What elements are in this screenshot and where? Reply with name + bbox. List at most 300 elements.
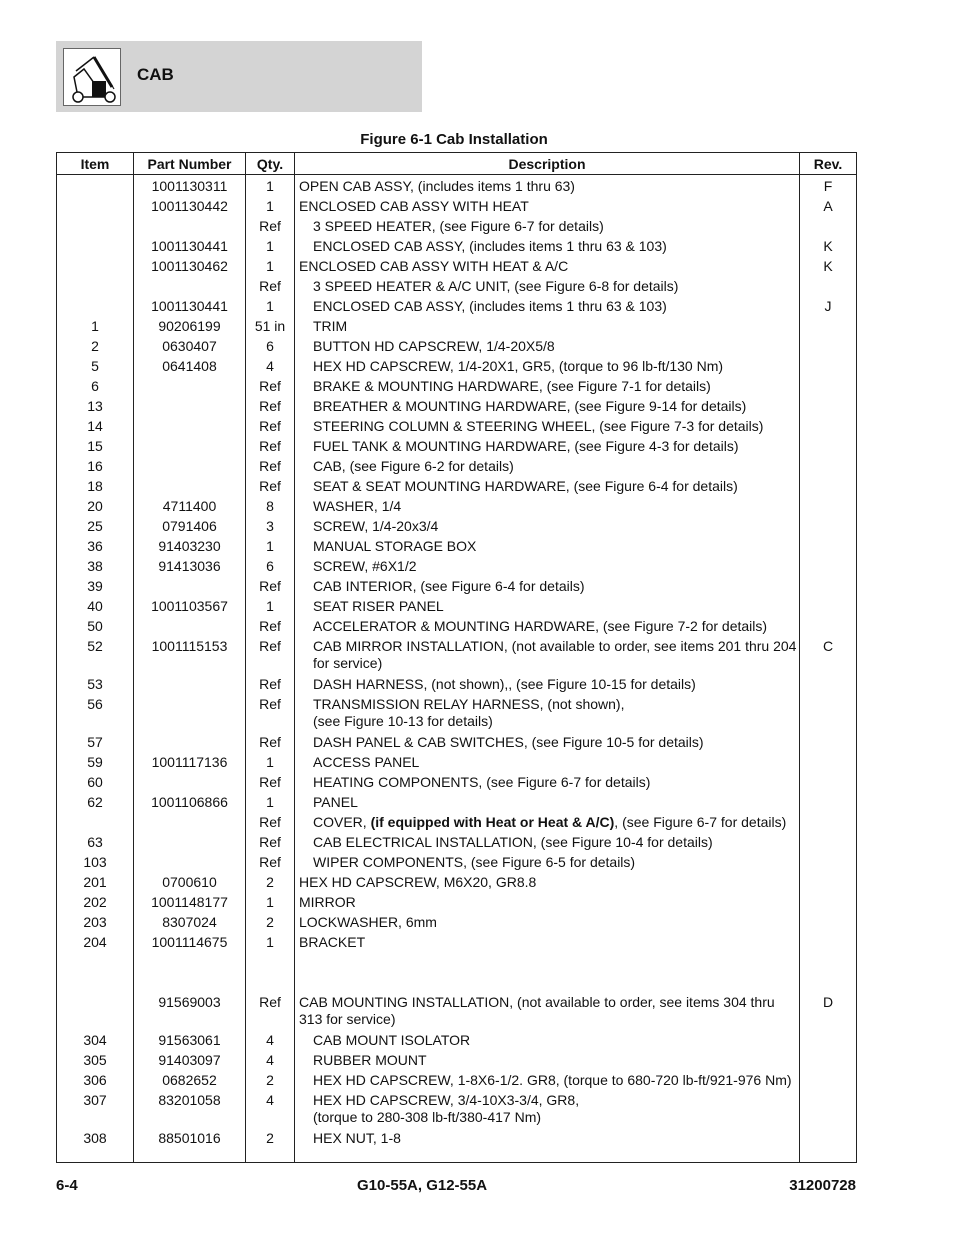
- qty-cell: 1: [246, 794, 295, 814]
- table-row: [57, 318, 857, 338]
- description-cell: [295, 994, 800, 1032]
- part-number-cell: [134, 278, 246, 298]
- part-number-cell: 4711400: [134, 498, 246, 518]
- spacer-cell: [295, 954, 800, 994]
- description-cell: [295, 598, 800, 618]
- table-row: [57, 914, 857, 934]
- rev-cell: [800, 676, 857, 696]
- qty-cell: Ref: [246, 676, 295, 696]
- description-text: WIPER COMPONENTS, (see Figure 6-5 for details): [313, 854, 636, 870]
- table-row: [57, 558, 857, 578]
- description-cell: [295, 578, 800, 598]
- spacer-cell: [800, 954, 857, 994]
- description-cell: [295, 418, 800, 438]
- model-name: G10-55A, G12-55A: [357, 1177, 488, 1194]
- rev-cell: [800, 338, 857, 358]
- description-text: 3 SPEED HEATER, (see Figure 6-7 for details): [313, 218, 604, 234]
- part-number-cell: [134, 398, 246, 418]
- description-text: 3 SPEED HEATER & A/C UNIT, (see Figure 6-8 for details): [313, 278, 679, 294]
- description-text: TRANSMISSION RELAY HARNESS, (not shown),: [313, 696, 625, 712]
- description-cell: [295, 175, 800, 199]
- description-text-after: , (see Figure 6-7 for details): [614, 814, 787, 830]
- table-row: [57, 598, 857, 618]
- description-text: FUEL TANK & MOUNTING HARDWARE, (see Figure 4-3 for details): [313, 438, 739, 454]
- table-row: [57, 218, 857, 238]
- section-header: [56, 41, 422, 112]
- description-cell: [295, 774, 800, 794]
- table-row: [57, 754, 857, 774]
- description-text: CAB, (see Figure 6-2 for details): [313, 458, 514, 474]
- part-number-cell: [134, 218, 246, 238]
- qty-cell: 2: [246, 874, 295, 894]
- part-number-cell: [134, 834, 246, 854]
- description-cell: [295, 934, 800, 954]
- rev-cell: [800, 458, 857, 478]
- table-row: [57, 278, 857, 298]
- description-text-line2: (see Figure 10-13 for details): [313, 713, 493, 729]
- item-cell: 2: [57, 338, 134, 358]
- qty-cell: 4: [246, 1092, 295, 1130]
- part-number-cell: 1001114675: [134, 934, 246, 954]
- item-cell: [57, 814, 134, 834]
- description-text: CAB ELECTRICAL INSTALLATION, (see Figure 10-4 for details): [313, 834, 713, 850]
- cab-equipment-icon: [63, 48, 121, 106]
- table-row: [57, 1130, 857, 1163]
- col-header-description: Description: [295, 153, 800, 175]
- figure-title: Figure 6-1 Cab Installation: [360, 131, 548, 148]
- rev-cell: [800, 438, 857, 458]
- rev-cell: [800, 318, 857, 338]
- qty-cell: 2: [246, 1072, 295, 1092]
- table-row: [57, 175, 857, 199]
- description-cell: [295, 478, 800, 498]
- description-text: CAB INTERIOR, (see Figure 6-4 for details): [313, 578, 585, 594]
- description-text: DASH HARNESS, (not shown),, (see Figure 10-15 for details): [313, 676, 696, 692]
- table-row: [57, 794, 857, 814]
- part-number-cell: [134, 774, 246, 794]
- description-text: BRACKET: [299, 934, 366, 950]
- table-row: [57, 198, 857, 218]
- table-row: [57, 518, 857, 538]
- table-row: [57, 934, 857, 954]
- item-cell: 39: [57, 578, 134, 598]
- qty-cell: 6: [246, 338, 295, 358]
- description-text: ENCLOSED CAB ASSY, (includes items 1 thru 63 & 103): [313, 238, 667, 254]
- table-row: [57, 298, 857, 318]
- rev-cell: D: [800, 994, 857, 1032]
- part-number-cell: [134, 438, 246, 458]
- qty-cell: 4: [246, 1052, 295, 1072]
- qty-cell: 4: [246, 358, 295, 378]
- description-text: BRAKE & MOUNTING HARDWARE, (see Figure 7-1 for details): [313, 378, 711, 394]
- rev-cell: [800, 1032, 857, 1052]
- rev-cell: F: [800, 175, 857, 199]
- rev-cell: [800, 696, 857, 734]
- part-number-cell: 1001115153: [134, 638, 246, 676]
- description-cell: [295, 814, 800, 834]
- rev-cell: [800, 518, 857, 538]
- rev-cell: [800, 774, 857, 794]
- table-row: [57, 774, 857, 794]
- item-cell: 201: [57, 874, 134, 894]
- table-row: [57, 398, 857, 418]
- rev-cell: [800, 814, 857, 834]
- spacer-cell: [246, 954, 295, 994]
- description-text: ACCESS PANEL: [313, 754, 420, 770]
- rev-cell: [800, 378, 857, 398]
- part-number-cell: 1001130442: [134, 198, 246, 218]
- description-cell: [295, 218, 800, 238]
- table-row: [57, 994, 857, 1032]
- description-text: CAB MOUNT ISOLATOR: [313, 1032, 471, 1048]
- part-number-cell: 91569003: [134, 994, 246, 1032]
- description-text: ENCLOSED CAB ASSY WITH HEAT & A/C: [299, 258, 569, 274]
- table-row: [57, 458, 857, 478]
- table-row: [57, 498, 857, 518]
- qty-cell: Ref: [246, 438, 295, 458]
- qty-cell: Ref: [246, 834, 295, 854]
- part-number-cell: 91413036: [134, 558, 246, 578]
- description-cell: [295, 794, 800, 814]
- item-cell: 36: [57, 538, 134, 558]
- description-text: SEAT & SEAT MOUNTING HARDWARE, (see Figure 6-4 for details): [313, 478, 738, 494]
- part-number-cell: 8307024: [134, 914, 246, 934]
- description-cell: [295, 1092, 800, 1130]
- description-text: ENCLOSED CAB ASSY, (includes items 1 thru 63 & 103): [313, 298, 667, 314]
- item-cell: 305: [57, 1052, 134, 1072]
- item-cell: [57, 994, 134, 1032]
- parts-table-body: [57, 175, 857, 1163]
- part-number-cell: 1001130441: [134, 298, 246, 318]
- rev-cell: [800, 1052, 857, 1072]
- item-cell: 38: [57, 558, 134, 578]
- qty-cell: Ref: [246, 278, 295, 298]
- rev-cell: [800, 934, 857, 954]
- table-header-row: [57, 153, 857, 175]
- description-text: COVER,: [313, 814, 371, 830]
- qty-cell: 1: [246, 598, 295, 618]
- rev-cell: [800, 398, 857, 418]
- description-cell: [295, 338, 800, 358]
- qty-cell: Ref: [246, 618, 295, 638]
- part-number-cell: [134, 378, 246, 398]
- description-text: HEX NUT, 1-8: [313, 1130, 401, 1146]
- description-cell: [295, 378, 800, 398]
- rev-cell: [800, 618, 857, 638]
- description-text: WASHER, 1/4: [313, 498, 402, 514]
- qty-cell: 2: [246, 1130, 295, 1163]
- table-row: [57, 238, 857, 258]
- description-text: CAB MOUNTING INSTALLATION, (not available to order, see items 304 thru 313 for service): [299, 994, 775, 1027]
- description-cell: [295, 318, 800, 338]
- rev-cell: [800, 498, 857, 518]
- part-number-cell: 1001148177: [134, 894, 246, 914]
- description-cell: [295, 438, 800, 458]
- description-cell: [295, 518, 800, 538]
- qty-cell: 1: [246, 175, 295, 199]
- rev-cell: [800, 218, 857, 238]
- rev-cell: C: [800, 638, 857, 676]
- qty-cell: 1: [246, 754, 295, 774]
- description-text-line2: (torque to 280-308 lb-ft/380-417 Nm): [313, 1109, 542, 1125]
- rev-cell: [800, 834, 857, 854]
- col-header-item: Item: [57, 153, 134, 175]
- part-number-cell: [134, 676, 246, 696]
- page-number: 6-4: [56, 1177, 78, 1194]
- table-row: [57, 814, 857, 834]
- table-row: [57, 338, 857, 358]
- qty-cell: 8: [246, 498, 295, 518]
- item-cell: 63: [57, 834, 134, 854]
- table-row: [57, 1092, 857, 1130]
- part-number-cell: 83201058: [134, 1092, 246, 1130]
- table-row: [57, 358, 857, 378]
- description-text: ENCLOSED CAB ASSY WITH HEAT: [299, 198, 529, 214]
- description-text: BREATHER & MOUNTING HARDWARE, (see Figure 9-14 for details): [313, 398, 747, 414]
- item-cell: 50: [57, 618, 134, 638]
- rev-cell: J: [800, 298, 857, 318]
- description-text: MANUAL STORAGE BOX: [313, 538, 477, 554]
- qty-cell: 1: [246, 238, 295, 258]
- table-row: [57, 478, 857, 498]
- item-cell: 5: [57, 358, 134, 378]
- qty-cell: Ref: [246, 458, 295, 478]
- part-number-cell: 0630407: [134, 338, 246, 358]
- description-cell: [295, 834, 800, 854]
- part-number-cell: 1001130441: [134, 238, 246, 258]
- part-number-cell: 91403230: [134, 538, 246, 558]
- parts-table: [56, 152, 857, 1163]
- table-row: [57, 258, 857, 278]
- table-row: [57, 734, 857, 754]
- description-cell: [295, 238, 800, 258]
- col-header-part-number: Part Number: [134, 153, 246, 175]
- part-number-cell: [134, 418, 246, 438]
- table-row: [57, 578, 857, 598]
- qty-cell: Ref: [246, 696, 295, 734]
- qty-cell: 1: [246, 894, 295, 914]
- col-header-rev: Rev.: [800, 153, 857, 175]
- description-text: RUBBER MOUNT: [313, 1052, 427, 1068]
- table-row: [57, 618, 857, 638]
- item-cell: [57, 258, 134, 278]
- part-number-cell: 91403097: [134, 1052, 246, 1072]
- rev-cell: [800, 578, 857, 598]
- rev-cell: [800, 1072, 857, 1092]
- item-cell: [57, 298, 134, 318]
- table-row: [57, 834, 857, 854]
- description-cell: [295, 854, 800, 874]
- table-row: [57, 378, 857, 398]
- rev-cell: [800, 754, 857, 774]
- rev-cell: [800, 1130, 857, 1163]
- description-cell: [295, 734, 800, 754]
- qty-cell: Ref: [246, 734, 295, 754]
- description-cell: [295, 696, 800, 734]
- description-cell: [295, 538, 800, 558]
- item-cell: 307: [57, 1092, 134, 1130]
- qty-cell: Ref: [246, 418, 295, 438]
- qty-cell: Ref: [246, 994, 295, 1032]
- description-text: HEX HD CAPSCREW, 3/4-10X3-3/4, GR8,: [313, 1092, 580, 1108]
- description-cell: [295, 754, 800, 774]
- item-cell: 204: [57, 934, 134, 954]
- description-text: STEERING COLUMN & STEERING WHEEL, (see Figure 7-3 for details): [313, 418, 764, 434]
- description-cell: [295, 498, 800, 518]
- description-cell: [295, 458, 800, 478]
- table-row: [57, 418, 857, 438]
- item-cell: [57, 278, 134, 298]
- description-cell: [295, 618, 800, 638]
- spacer-cell: [134, 954, 246, 994]
- part-number-cell: 1001130462: [134, 258, 246, 278]
- rev-cell: [800, 478, 857, 498]
- rev-cell: [800, 558, 857, 578]
- qty-cell: 3: [246, 518, 295, 538]
- description-text: DASH PANEL & CAB SWITCHES, (see Figure 10-5 for details): [313, 734, 704, 750]
- qty-cell: Ref: [246, 378, 295, 398]
- description-text: PANEL: [313, 794, 358, 810]
- description-cell: [295, 1052, 800, 1072]
- description-cell: [295, 1072, 800, 1092]
- qty-cell: Ref: [246, 774, 295, 794]
- description-cell: [295, 676, 800, 696]
- col-header-qty: Qty.: [246, 153, 295, 175]
- item-cell: 40: [57, 598, 134, 618]
- item-cell: 13: [57, 398, 134, 418]
- rev-cell: A: [800, 198, 857, 218]
- part-number-cell: 0682652: [134, 1072, 246, 1092]
- qty-cell: 1: [246, 198, 295, 218]
- qty-cell: 4: [246, 1032, 295, 1052]
- item-cell: 25: [57, 518, 134, 538]
- item-cell: [57, 218, 134, 238]
- part-number-cell: [134, 814, 246, 834]
- part-number-cell: 1001103567: [134, 598, 246, 618]
- part-number-cell: 90206199: [134, 318, 246, 338]
- table-row: [57, 438, 857, 458]
- rev-cell: [800, 894, 857, 914]
- description-cell: [295, 1130, 800, 1163]
- part-number-cell: 0791406: [134, 518, 246, 538]
- table-row: [57, 854, 857, 874]
- item-cell: 103: [57, 854, 134, 874]
- qty-cell: 2: [246, 914, 295, 934]
- description-text: MIRROR: [299, 894, 356, 910]
- part-number-cell: [134, 854, 246, 874]
- rev-cell: K: [800, 238, 857, 258]
- item-cell: 52: [57, 638, 134, 676]
- qty-cell: Ref: [246, 638, 295, 676]
- item-cell: 202: [57, 894, 134, 914]
- part-number-cell: 1001106866: [134, 794, 246, 814]
- item-cell: 60: [57, 774, 134, 794]
- part-number-cell: [134, 696, 246, 734]
- rev-cell: [800, 358, 857, 378]
- table-row: [57, 1052, 857, 1072]
- rev-cell: [800, 278, 857, 298]
- item-cell: [57, 175, 134, 199]
- part-number-cell: [134, 734, 246, 754]
- description-text: LOCKWASHER, 6mm: [299, 914, 437, 930]
- qty-cell: Ref: [246, 814, 295, 834]
- table-row: [57, 696, 857, 734]
- table-row: [57, 1032, 857, 1052]
- item-cell: 203: [57, 914, 134, 934]
- description-text: SCREW, 1/4-20x3/4: [313, 518, 439, 534]
- description-cell: [295, 638, 800, 676]
- document-number: 31200728: [789, 1177, 856, 1194]
- rev-cell: [800, 418, 857, 438]
- qty-cell: 1: [246, 934, 295, 954]
- item-cell: 56: [57, 696, 134, 734]
- qty-cell: 1: [246, 298, 295, 318]
- rev-cell: [800, 1092, 857, 1130]
- table-row: [57, 1072, 857, 1092]
- description-cell: [295, 914, 800, 934]
- description-cell: [295, 358, 800, 378]
- item-cell: 16: [57, 458, 134, 478]
- description-cell: [295, 258, 800, 278]
- part-number-cell: 0641408: [134, 358, 246, 378]
- description-text: SEAT RISER PANEL: [313, 598, 444, 614]
- qty-cell: Ref: [246, 218, 295, 238]
- rev-cell: [800, 914, 857, 934]
- table-row: [57, 538, 857, 558]
- spacer-cell: [57, 954, 134, 994]
- qty-cell: Ref: [246, 578, 295, 598]
- item-cell: 1: [57, 318, 134, 338]
- qty-cell: Ref: [246, 854, 295, 874]
- part-number-cell: [134, 458, 246, 478]
- item-cell: 62: [57, 794, 134, 814]
- description-text: SCREW, #6X1/2: [313, 558, 417, 574]
- description-cell: [295, 894, 800, 914]
- item-cell: 308: [57, 1130, 134, 1163]
- item-cell: 6: [57, 378, 134, 398]
- table-row: [57, 638, 857, 676]
- item-cell: 304: [57, 1032, 134, 1052]
- description-text: HEATING COMPONENTS, (see Figure 6-7 for details): [313, 774, 651, 790]
- qty-cell: 51 in: [246, 318, 295, 338]
- qty-cell: 1: [246, 538, 295, 558]
- description-cell: [295, 198, 800, 218]
- section-title: CAB: [137, 65, 174, 84]
- part-number-cell: 1001117136: [134, 754, 246, 774]
- description-text: TRIM: [313, 318, 348, 334]
- description-cell: [295, 874, 800, 894]
- qty-cell: Ref: [246, 398, 295, 418]
- description-bold-text: (if equipped with Heat or Heat & A/C): [370, 814, 615, 830]
- part-number-cell: 1001130311: [134, 175, 246, 199]
- rev-cell: [800, 874, 857, 894]
- rev-cell: [800, 734, 857, 754]
- description-cell: [295, 398, 800, 418]
- description-cell: [295, 1032, 800, 1052]
- qty-cell: 1: [246, 258, 295, 278]
- item-cell: 57: [57, 734, 134, 754]
- part-number-cell: 91563061: [134, 1032, 246, 1052]
- item-cell: [57, 238, 134, 258]
- description-text: CAB MIRROR INSTALLATION, (not available to order, see items 201 thru 204 for service): [313, 638, 797, 671]
- table-row: [57, 874, 857, 894]
- qty-cell: Ref: [246, 478, 295, 498]
- rev-cell: [800, 794, 857, 814]
- table-row: [57, 676, 857, 696]
- description-cell: [295, 558, 800, 578]
- description-text: HEX HD CAPSCREW, 1/4-20X1, GR5, (torque to 96 lb-ft/130 Nm): [313, 358, 724, 374]
- table-spacer-row: [57, 954, 857, 994]
